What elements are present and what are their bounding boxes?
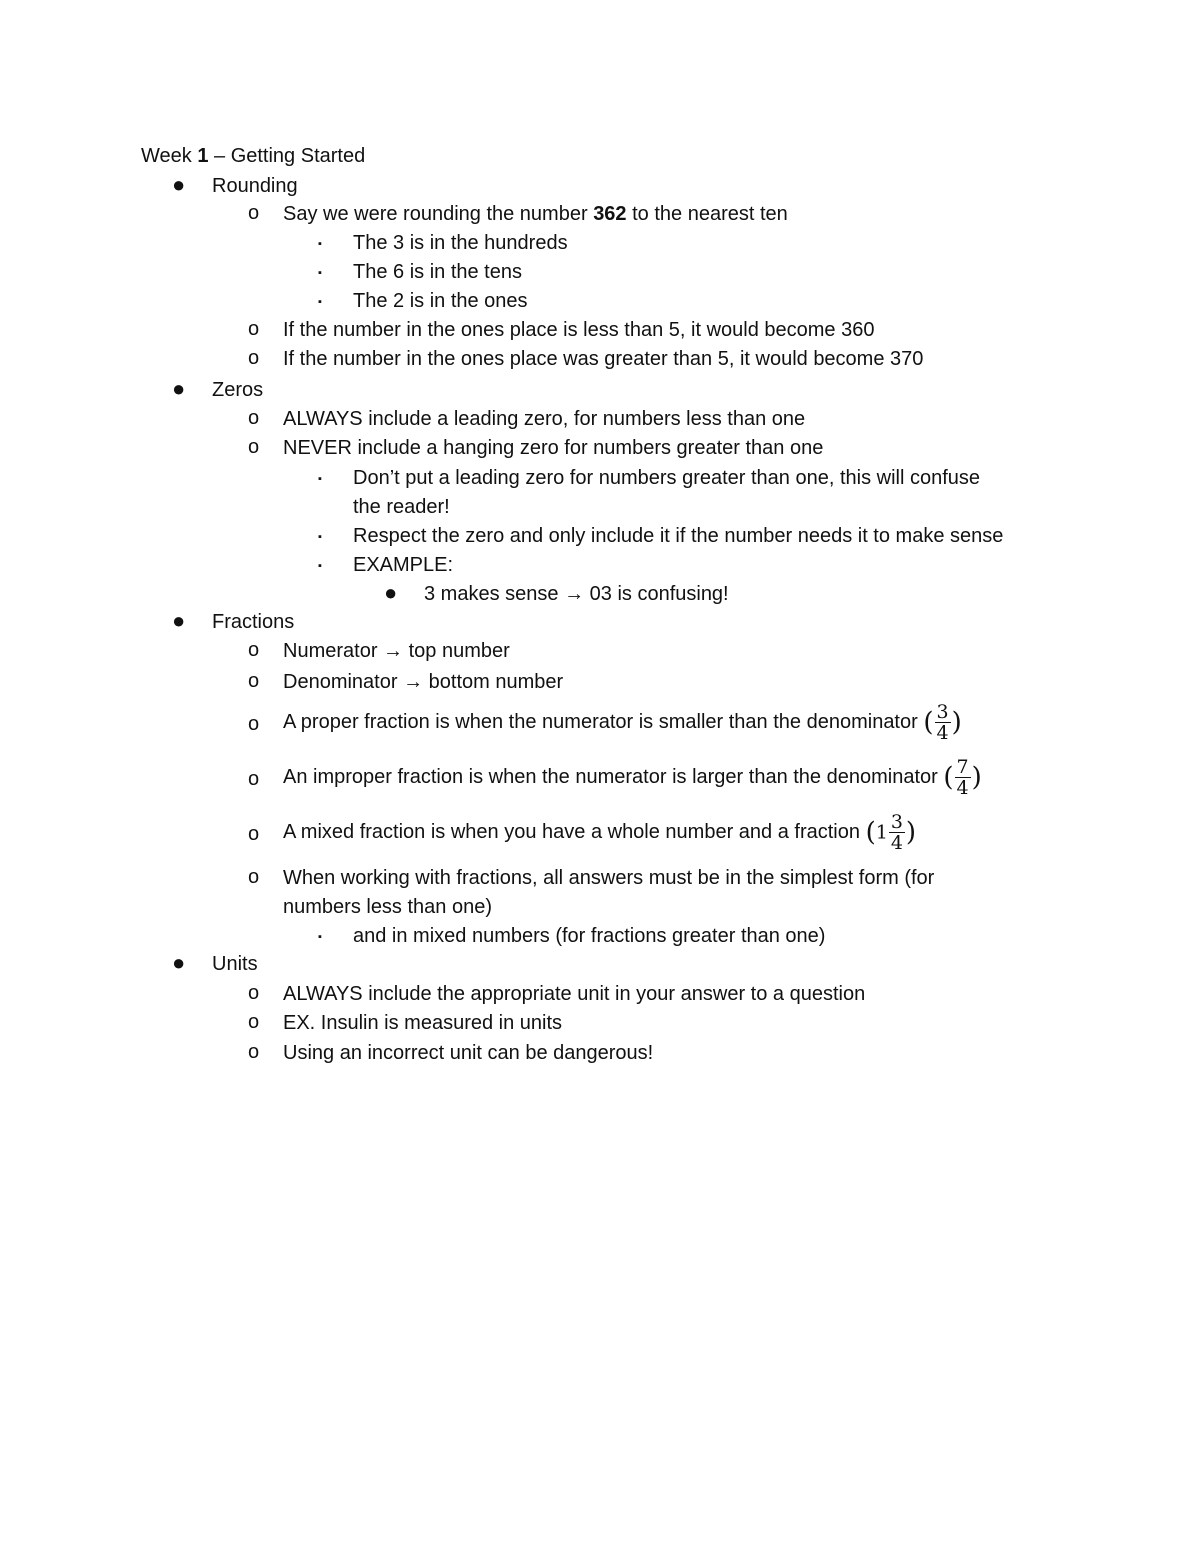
bullet-circle: o [248, 436, 260, 458]
bullet-dot: ● [384, 580, 398, 605]
bullet-dot: ● [172, 608, 186, 633]
fractions-mixed: A mixed fraction is when you have a whole number and a fraction (1 $\frac{3}{4}$ ) [283, 811, 917, 855]
bullet-circle: o [248, 768, 260, 790]
bullet-circle: o [248, 670, 260, 692]
zeros-dont-line2: the reader! [353, 496, 450, 518]
arrow-right-icon: → [383, 640, 404, 662]
arrow-right-icon: → [564, 583, 585, 605]
units-ex: EX. Insulin is measured in units [283, 1012, 563, 1034]
bullet-circle: o [248, 713, 260, 735]
zeros-example: 3 makes sense → 03 is confusing! [424, 583, 729, 605]
bullet-square: ▪ [318, 267, 322, 279]
bullet-square: ▪ [318, 473, 322, 485]
fractions-proper: A proper fraction is when the numerator is smaller than the denominator ( $\frac{3}{4}$ ) [283, 701, 962, 745]
bullet-circle: o [248, 1041, 260, 1063]
bullet-square: ▪ [318, 531, 322, 543]
zeros-example-label: EXAMPLE: [353, 554, 454, 576]
bullet-circle: o [248, 982, 260, 1004]
rounding-example: Say we were rounding the number 362 to the nearest ten [283, 203, 788, 225]
bullet-circle: o [248, 639, 260, 661]
heading-units: Units [212, 953, 258, 975]
bullet-square: ▪ [318, 560, 322, 572]
fractions-simplest-line2: numbers less than one) [283, 896, 493, 918]
heading-fractions: Fractions [212, 611, 295, 633]
zeros-dont-line1: Don’t put a leading zero for numbers greater than one, this will confuse [353, 467, 981, 489]
fraction-three-quarters: $\frac{3}{4}$ [936, 701, 949, 745]
fraction-one-and-three-quarters: $\frac{3}{4}$ [890, 811, 903, 855]
bullet-circle: o [248, 407, 260, 429]
bullet-circle: o [248, 866, 260, 888]
bullet-square: ▪ [318, 296, 322, 308]
bullet-dot: ● [172, 376, 186, 401]
rounding-ones: The 2 is in the ones [353, 290, 528, 312]
bullet-circle: o [248, 347, 260, 369]
arrow-right-icon: → [403, 671, 424, 693]
bullet-circle: o [248, 1011, 260, 1033]
bullet-square: ▪ [318, 238, 322, 250]
fractions-simplest-line1: When working with fractions, all answers must be in the simplest form (for [283, 867, 935, 889]
fraction-seven-quarters: $\frac{7}{4}$ [956, 756, 969, 800]
bullet-dot: ● [172, 950, 186, 975]
fractions-improper: An improper fraction is when the numerator is larger than the denominator ( $\frac{7}{4}$ ) [283, 756, 982, 800]
fractions-mixed-numbers: and in mixed numbers (for fractions greater than one) [353, 925, 826, 947]
rounding-greater: If the number in the ones place was greater than 5, it would become 370 [283, 348, 924, 370]
units-always: ALWAYS include the appropriate unit in your answer to a question [283, 983, 866, 1005]
bullet-circle: o [248, 202, 260, 224]
fractions-denominator: Denominator → bottom number [283, 671, 564, 693]
bullet-dot: ● [172, 172, 186, 197]
zeros-never: NEVER include a hanging zero for numbers greater than one [283, 437, 824, 459]
heading-rounding: Rounding [212, 175, 298, 197]
rounding-tens: The 6 is in the tens [353, 261, 522, 283]
rounding-hundreds: The 3 is in the hundreds [353, 232, 568, 254]
zeros-always: ALWAYS include a leading zero, for numbers less than one [283, 408, 806, 430]
zeros-respect: Respect the zero and only include it if the number needs it to make sense [353, 525, 1004, 547]
rounding-less: If the number in the ones place is less than 5, it would become 360 [283, 319, 875, 341]
bullet-circle: o [248, 318, 260, 340]
units-danger: Using an incorrect unit can be dangerous! [283, 1042, 654, 1064]
bullet-square: ▪ [318, 931, 322, 943]
page-title: Week 1 – Getting Started [141, 145, 366, 167]
heading-zeros: Zeros [212, 379, 264, 401]
bullet-circle: o [248, 823, 260, 845]
fractions-numerator: Numerator → top number [283, 640, 510, 662]
